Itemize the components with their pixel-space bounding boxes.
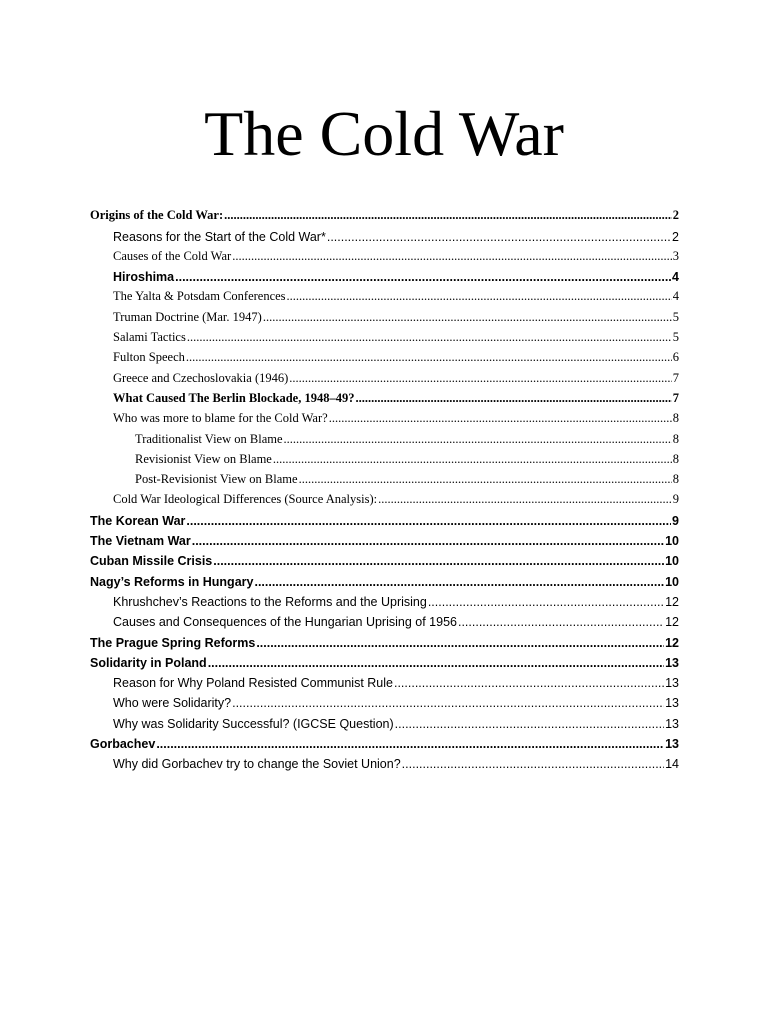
toc-entry-page-number: 2 (672, 229, 679, 244)
toc-entry[interactable] (90, 731, 679, 751)
toc-dot-leader (192, 534, 664, 548)
toc-dot-leader (213, 554, 664, 568)
toc-entry-label: Fulton Speech (113, 350, 185, 365)
toc-entry-label: Why did Gorbachev try to change the Soviet Union? (113, 757, 401, 772)
document-title: The Cold War (204, 98, 564, 169)
toc-entry[interactable] (90, 264, 679, 284)
toc-dot-leader (327, 230, 671, 244)
toc-dot-leader (289, 371, 671, 386)
toc-entry[interactable] (90, 426, 679, 446)
toc-entry-page-number: 13 (665, 716, 679, 731)
toc-entry[interactable] (90, 284, 679, 304)
toc-entry-label: Cuban Missile Crisis (90, 554, 213, 569)
toc-entry[interactable] (90, 751, 679, 771)
toc-entry-label: Causes and Consequences of the Hungarian Uprising of 1956 (113, 615, 457, 630)
toc-entry-page-number: 12 (665, 594, 679, 609)
toc-entry-label: Revisionist View on Blame (135, 451, 272, 466)
toc-entry-label: The Yalta & Potsdam Conferences (113, 289, 286, 304)
toc-dot-leader (156, 737, 664, 751)
toc-entry-label: Traditionalist View on Blame (135, 431, 283, 446)
toc-entry[interactable] (90, 568, 679, 588)
toc-entry-page-number: 3 (672, 248, 679, 263)
toc-dot-leader (232, 249, 672, 264)
toc-entry[interactable] (90, 507, 679, 527)
toc-dot-leader (187, 330, 672, 345)
toc-entry-page-number: 13 (665, 676, 679, 691)
toc-entry-label: Who were Solidarity? (113, 696, 232, 711)
toc-entry-label: Why was Solidarity Successful? (IGCSE Question) (113, 716, 394, 731)
toc-entry-label: Solidarity in Poland (90, 655, 207, 670)
toc-entry-label: Greece and Czechoslovakia (1946) (113, 370, 289, 385)
toc-entry[interactable] (90, 244, 679, 264)
toc-dot-leader (299, 472, 672, 487)
toc-dot-leader (428, 595, 664, 609)
toc-entry-label: The Prague Spring Reforms (90, 635, 256, 650)
toc-dot-leader (232, 696, 664, 710)
toc-dot-leader (175, 270, 671, 284)
toc-dot-leader (273, 452, 672, 467)
toc-entry-page-number: 8 (672, 411, 679, 426)
toc-dot-leader (263, 310, 672, 325)
toc-entry-label: Causes of the Cold War (113, 248, 232, 263)
toc-entry[interactable] (90, 487, 679, 507)
toc-entry-page-number: 8 (672, 451, 679, 466)
toc-dot-leader (186, 514, 671, 528)
toc-entry[interactable] (90, 670, 679, 690)
toc-entry[interactable] (90, 325, 679, 345)
toc-entry-label: Salami Tactics (113, 330, 186, 345)
toc-entry-page-number: 5 (672, 330, 679, 345)
toc-entry-label: Post-Revisionist View on Blame (135, 472, 298, 487)
toc-entry[interactable] (90, 365, 679, 385)
toc-entry[interactable] (90, 203, 679, 223)
toc-dot-leader (254, 575, 664, 589)
toc-dot-leader (224, 208, 672, 223)
toc-entry-page-number: 2 (672, 208, 679, 223)
toc-dot-leader (395, 717, 664, 731)
toc-dot-leader (256, 636, 664, 650)
toc-entry-page-number: 12 (665, 615, 679, 630)
toc-entry[interactable] (90, 447, 679, 467)
toc-entry-page-number: 13 (665, 737, 679, 752)
table-of-contents (90, 203, 679, 771)
toc-entry-page-number: 10 (665, 574, 679, 589)
toc-entry-page-number: 7 (672, 390, 679, 405)
toc-entry[interactable] (90, 528, 679, 548)
toc-entry-page-number: 4 (672, 270, 679, 285)
toc-entry-page-number: 13 (665, 655, 679, 670)
toc-dot-leader (355, 391, 671, 406)
toc-entry[interactable] (90, 406, 679, 426)
toc-entry-page-number: 10 (665, 554, 679, 569)
toc-entry-page-number: 6 (672, 350, 679, 365)
toc-entry-page-number: 5 (672, 309, 679, 324)
toc-entry-label: Truman Doctrine (Mar. 1947) (113, 309, 262, 324)
toc-entry[interactable] (90, 345, 679, 365)
toc-entry-label: Khrushchev’s Reactions to the Reforms and the Uprising (113, 594, 427, 609)
toc-entry-page-number: 8 (672, 431, 679, 446)
toc-entry-page-number: 10 (665, 534, 679, 549)
toc-entry-page-number: 13 (665, 696, 679, 711)
toc-dot-leader (186, 350, 672, 365)
toc-dot-leader (402, 757, 664, 771)
toc-entry-label: Gorbachev (90, 737, 156, 752)
toc-dot-leader (329, 411, 672, 426)
toc-entry-page-number: 7 (672, 370, 679, 385)
toc-entry[interactable] (90, 467, 679, 487)
toc-entry-label: Reason for Why Poland Resisted Communist Rule (113, 676, 393, 691)
toc-dot-leader (284, 432, 672, 447)
toc-entry[interactable] (90, 710, 679, 730)
toc-entry-label: Origins of the Cold War: (90, 208, 224, 223)
toc-entry[interactable] (90, 629, 679, 649)
toc-entry[interactable] (90, 386, 679, 406)
toc-entry-page-number: 14 (665, 757, 679, 772)
toc-entry[interactable] (90, 609, 679, 629)
toc-entry[interactable] (90, 690, 679, 710)
toc-entry-page-number: 4 (672, 289, 679, 304)
toc-entry-label: Hiroshima (113, 270, 175, 285)
toc-entry[interactable] (90, 589, 679, 609)
toc-entry[interactable] (90, 304, 679, 324)
toc-entry-label: The Vietnam War (90, 534, 191, 549)
toc-entry-page-number: 9 (672, 513, 679, 528)
toc-entry-label: Cold War Ideological Differences (Source Analysis): (113, 492, 378, 507)
toc-entry-label: Who was more to blame for the Cold War? (113, 411, 328, 426)
toc-entry-label: What Caused The Berlin Blockade, 1948–49? (113, 390, 355, 405)
toc-entry-label: The Korean War (90, 513, 186, 528)
toc-dot-leader (287, 289, 672, 304)
toc-dot-leader (394, 676, 664, 690)
toc-entry[interactable] (90, 650, 679, 670)
toc-entry-label: Nagy’s Reforms in Hungary (90, 574, 254, 589)
toc-dot-leader (378, 492, 672, 507)
toc-entry-label: Reasons for the Start of the Cold War* (113, 229, 326, 244)
toc-entry[interactable] (90, 548, 679, 568)
toc-entry-page-number: 12 (665, 635, 679, 650)
toc-entry-page-number: 8 (672, 472, 679, 487)
toc-entry[interactable] (90, 223, 679, 243)
toc-entry-page-number: 9 (672, 492, 679, 507)
toc-dot-leader (458, 615, 664, 629)
toc-dot-leader (208, 656, 664, 670)
